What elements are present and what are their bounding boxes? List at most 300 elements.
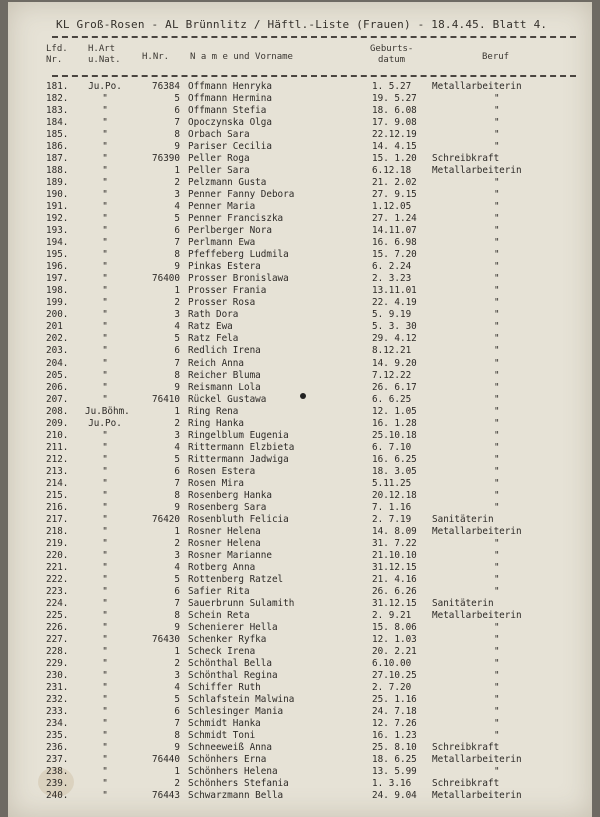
prisoner-name: Prosser Rosa: [188, 297, 256, 309]
col-header-name: N a m e und Vorname: [190, 52, 293, 62]
birth-date: 22. 4.19: [372, 297, 417, 309]
prisoner-category: ": [102, 225, 108, 237]
table-row: [8, 455, 592, 465]
prisoner-category: ": [102, 561, 108, 573]
prisoner-name: Ringelblum Eugenia: [188, 429, 289, 441]
occupation: ": [494, 706, 500, 717]
birth-date: 12. 1.05: [372, 405, 417, 417]
prisoner-number: 5: [174, 694, 180, 705]
table-row: [8, 779, 592, 789]
row-number: 230.: [46, 670, 69, 681]
prisoner-number: 8: [174, 369, 180, 381]
occupation: ": [494, 237, 500, 249]
occupation: ": [494, 213, 500, 225]
table-row: [8, 166, 592, 176]
occupation: ": [494, 633, 500, 645]
prisoner-name: Schneeweiß Anna: [188, 742, 272, 754]
prisoner-category: ": [102, 105, 108, 116]
row-number: 182.: [46, 93, 69, 104]
birth-date: 14. 4.15: [372, 141, 417, 153]
table-row: [8, 683, 592, 693]
prisoner-category: ": [102, 297, 108, 309]
prisoner-name: Schönthal Bella: [188, 658, 272, 669]
table-row: [8, 539, 592, 549]
prisoner-name: Offmann Henryka: [188, 81, 272, 92]
prisoner-number: 5: [174, 213, 180, 225]
birth-date: 27. 9.15: [372, 189, 417, 201]
row-number: 220.: [46, 549, 69, 561]
birth-date: 13. 5.99: [372, 766, 417, 778]
table-row: [8, 611, 592, 621]
prisoner-name: Ring Rena: [188, 405, 239, 417]
occupation: ": [494, 117, 500, 129]
birth-date: 14.11.07: [372, 225, 417, 237]
birth-date: 25. 1.16: [372, 694, 417, 705]
document-sheet: [8, 2, 592, 817]
row-number: 185.: [46, 129, 69, 141]
prisoner-category: ": [102, 778, 108, 790]
occupation: ": [494, 273, 500, 285]
prisoner-number: 76430: [152, 633, 180, 645]
row-number: 223.: [46, 585, 69, 597]
prisoner-name: Rosner Marianne: [188, 549, 272, 561]
occupation: ": [494, 561, 500, 573]
col-header-nr: Lfd. Nr.: [46, 44, 68, 65]
prisoner-name: Schenierer Hella: [188, 621, 278, 633]
birth-date: 22.12.19: [372, 129, 417, 141]
prisoner-name: Schlesinger Mania: [188, 706, 284, 717]
row-number: 239.: [46, 778, 69, 790]
occupation: ": [494, 766, 500, 778]
prisoner-number: 8: [174, 730, 180, 742]
prisoner-name: Rosen Estera: [188, 465, 256, 477]
occupation: ": [494, 730, 500, 742]
prisoner-category: ": [102, 790, 108, 802]
birth-date: 2. 7.20: [372, 682, 412, 693]
occupation: ": [494, 585, 500, 597]
prisoner-number: 9: [174, 621, 180, 633]
prisoner-name: Penner Maria: [188, 201, 256, 213]
birth-date: 1. 3.16: [372, 778, 412, 790]
prisoner-category: ": [102, 694, 108, 705]
row-number: 195.: [46, 249, 69, 261]
prisoner-number: 1: [174, 405, 180, 417]
prisoner-number: 3: [174, 309, 180, 321]
birth-date: 6.10.00: [372, 658, 412, 669]
birth-date: 5.11.25: [372, 477, 412, 489]
prisoner-category: ": [102, 453, 108, 465]
row-number: 201: [46, 321, 63, 333]
occupation: ": [494, 465, 500, 477]
prisoner-name: Pariser Cecilia: [188, 141, 272, 153]
birth-date: 6. 7.10: [372, 441, 412, 453]
prisoner-number: 5: [174, 93, 180, 104]
header-underline: [52, 75, 576, 77]
prisoner-category: ": [102, 165, 108, 177]
row-number: 229.: [46, 658, 69, 669]
prisoner-name: Rath Dora: [188, 309, 239, 321]
row-number: 238.: [46, 766, 69, 778]
prisoner-name: Peller Roga: [188, 153, 250, 165]
row-number: 191.: [46, 201, 69, 213]
prisoner-number: 7: [174, 718, 180, 730]
table-row: [8, 298, 592, 308]
prisoner-category: ": [102, 706, 108, 717]
occupation: Sanitäterin: [432, 513, 494, 525]
occupation: ": [494, 573, 500, 585]
row-number: 232.: [46, 694, 69, 705]
row-number: 208.: [46, 405, 69, 417]
row-number: 187.: [46, 153, 69, 165]
birth-date: 31.12.15: [372, 597, 417, 609]
birth-date: 19. 5.27: [372, 93, 417, 104]
table-row: [8, 503, 592, 513]
birth-date: 25. 8.10: [372, 742, 417, 754]
prisoner-category: ": [102, 465, 108, 477]
prisoner-category: ": [102, 141, 108, 153]
prisoner-name: Scheck Irena: [188, 645, 256, 657]
birth-date: 21. 2.02: [372, 177, 417, 189]
occupation: ": [494, 225, 500, 237]
prisoner-number: 4: [174, 321, 180, 333]
occupation: ": [494, 405, 500, 417]
row-number: 231.: [46, 682, 69, 693]
table-row: [8, 575, 592, 585]
prisoner-number: 7: [174, 117, 180, 129]
row-number: 194.: [46, 237, 69, 249]
birth-date: 6. 6.25: [372, 393, 412, 405]
prisoner-number: 76440: [152, 754, 180, 766]
row-number: 189.: [46, 177, 69, 189]
row-number: 188.: [46, 165, 69, 177]
prisoner-category: ": [102, 633, 108, 645]
prisoner-name: Rotberg Anna: [188, 561, 256, 573]
table-row: [8, 743, 592, 753]
birth-date: 13.11.01: [372, 285, 417, 297]
occupation: Metallarbeiterin: [432, 165, 522, 177]
prisoner-name: Schlafstein Malwina: [188, 694, 295, 705]
prisoner-name: Ring Hanka: [188, 417, 244, 429]
row-number: 207.: [46, 393, 69, 405]
prisoner-number: 76443: [152, 790, 180, 802]
table-row: [8, 214, 592, 224]
prisoner-category: ": [102, 718, 108, 730]
birth-date: 17. 9.08: [372, 117, 417, 129]
prisoner-name: Reismann Lola: [188, 381, 261, 393]
prisoner-category: ": [102, 189, 108, 201]
table-row: [8, 142, 592, 152]
table-row: [8, 395, 592, 405]
prisoner-number: 4: [174, 441, 180, 453]
prisoner-category: ": [102, 333, 108, 345]
occupation: ": [494, 682, 500, 693]
occupation: ": [494, 141, 500, 153]
prisoner-category: ": [102, 621, 108, 633]
prisoner-number: 6: [174, 225, 180, 237]
row-number: 197.: [46, 273, 69, 285]
birth-date: 31.12.15: [372, 561, 417, 573]
prisoner-category: ": [102, 730, 108, 742]
row-number: 183.: [46, 105, 69, 116]
table-row: [8, 671, 592, 681]
table-row: [8, 190, 592, 200]
prisoner-name: Schönhers Stefania: [188, 778, 289, 790]
birth-date: 27.10.25: [372, 670, 417, 681]
table-row: [8, 130, 592, 140]
prisoner-number: 6: [174, 585, 180, 597]
table-row: [8, 695, 592, 705]
prisoner-name: Rückel Gustawa: [188, 393, 267, 405]
prisoner-name: Schmidt Toni: [188, 730, 256, 742]
occupation: ": [494, 537, 500, 549]
table-row: [8, 359, 592, 369]
table-row: [8, 731, 592, 741]
prisoner-name: Schönthal Regina: [188, 670, 278, 681]
birth-date: 1. 5.27: [372, 81, 412, 92]
occupation: ": [494, 261, 500, 273]
birth-date: 21.10.10: [372, 549, 417, 561]
occupation: ": [494, 381, 500, 393]
birth-date: 20. 2.21: [372, 645, 417, 657]
prisoner-category: Ju.Böhm.: [85, 405, 130, 417]
prisoner-number: 4: [174, 682, 180, 693]
prisoner-number: 76410: [152, 393, 180, 405]
prisoner-name: Schein Reta: [188, 609, 250, 621]
birth-date: 16. 1.23: [372, 730, 417, 742]
birth-date: 20.12.18: [372, 489, 417, 501]
prisoner-number: 7: [174, 357, 180, 369]
row-number: 237.: [46, 754, 69, 766]
prisoner-number: 3: [174, 549, 180, 561]
row-number: 228.: [46, 645, 69, 657]
birth-date: 2. 9.21: [372, 609, 412, 621]
table-row: [8, 334, 592, 344]
prisoner-number: 3: [174, 670, 180, 681]
prisoner-category: ": [102, 369, 108, 381]
occupation: ": [494, 93, 500, 104]
table-row: [8, 202, 592, 212]
table-row: [8, 346, 592, 356]
prisoner-number: 3: [174, 429, 180, 441]
prisoner-category: Ju.Po.: [88, 417, 122, 429]
row-number: 224.: [46, 597, 69, 609]
prisoner-category: ": [102, 766, 108, 778]
prisoner-number: 76420: [152, 513, 180, 525]
occupation: ": [494, 129, 500, 141]
occupation: ": [494, 369, 500, 381]
occupation: ": [494, 694, 500, 705]
prisoner-number: 3: [174, 189, 180, 201]
prisoner-category: ": [102, 501, 108, 513]
occupation: ": [494, 201, 500, 213]
prisoner-number: 2: [174, 417, 180, 429]
birth-date: 6.12.18: [372, 165, 412, 177]
prisoner-category: ": [102, 357, 108, 369]
table-row: [8, 226, 592, 236]
prisoner-category: ": [102, 477, 108, 489]
prisoner-name: Schmidt Hanka: [188, 718, 261, 730]
prisoner-number: 7: [174, 477, 180, 489]
prisoner-number: 9: [174, 141, 180, 153]
title-underline: [52, 36, 576, 38]
row-number: 200.: [46, 309, 69, 321]
occupation: ": [494, 417, 500, 429]
row-number: 222.: [46, 573, 69, 585]
birth-date: 15. 7.20: [372, 249, 417, 261]
prisoner-category: ": [102, 513, 108, 525]
prisoner-category: ": [102, 670, 108, 681]
birth-date: 12. 7.26: [372, 718, 417, 730]
prisoner-category: ": [102, 537, 108, 549]
table-row: [8, 178, 592, 188]
row-number: 206.: [46, 381, 69, 393]
row-number: 225.: [46, 609, 69, 621]
prisoner-category: ": [102, 153, 108, 165]
birth-date: 21. 4.16: [372, 573, 417, 585]
prisoner-number: 5: [174, 573, 180, 585]
col-header-hnr: H.Nr.: [142, 52, 170, 62]
table-row: [8, 419, 592, 429]
prisoner-category: ": [102, 573, 108, 585]
table-row: [8, 310, 592, 320]
prisoner-category: Ju.Po.: [88, 81, 122, 92]
prisoner-number: 6: [174, 465, 180, 477]
prisoner-number: 9: [174, 742, 180, 754]
prisoner-number: 9: [174, 501, 180, 513]
occupation: Metallarbeiterin: [432, 81, 522, 92]
table-row: [8, 767, 592, 777]
occupation: Metallarbeiterin: [432, 754, 522, 766]
birth-date: 25.10.18: [372, 429, 417, 441]
row-number: 219.: [46, 537, 69, 549]
prisoner-number: 1: [174, 645, 180, 657]
occupation: Schreibkraft: [432, 153, 500, 165]
occupation: Metallarbeiterin: [432, 790, 522, 802]
prisoner-name: Prosser Bronislawa: [188, 273, 289, 285]
birth-date: 16. 1.28: [372, 417, 417, 429]
occupation: ": [494, 177, 500, 189]
prisoner-number: 4: [174, 201, 180, 213]
occupation: Sanitäterin: [432, 597, 494, 609]
prisoner-name: Rosner Helena: [188, 525, 261, 537]
row-number: 190.: [46, 189, 69, 201]
prisoner-number: 5: [174, 453, 180, 465]
prisoner-number: 2: [174, 537, 180, 549]
prisoner-number: 1: [174, 165, 180, 177]
occupation: ": [494, 285, 500, 297]
row-number: 186.: [46, 141, 69, 153]
table-row: [8, 659, 592, 669]
table-row: [8, 635, 592, 645]
row-number: 209.: [46, 417, 69, 429]
prisoner-name: Opoczynska Olga: [188, 117, 272, 129]
occupation: ": [494, 645, 500, 657]
occupation: Metallarbeiterin: [432, 525, 522, 537]
prisoner-category: ": [102, 585, 108, 597]
row-number: 210.: [46, 429, 69, 441]
table-row: [8, 431, 592, 441]
table-row: [8, 94, 592, 104]
prisoner-name: Penner Franciszka: [188, 213, 284, 225]
table-row: [8, 238, 592, 248]
birth-date: 29. 4.12: [372, 333, 417, 345]
table-row: [8, 286, 592, 296]
prisoner-name: Rosner Helena: [188, 537, 261, 549]
prisoner-number: 1: [174, 766, 180, 778]
occupation: ": [494, 357, 500, 369]
row-number: 204.: [46, 357, 69, 369]
table-row: [8, 82, 592, 92]
prisoner-number: 7: [174, 237, 180, 249]
birth-date: 5. 9.19: [372, 309, 412, 321]
row-number: 233.: [46, 706, 69, 717]
birth-date: 7.12.22: [372, 369, 412, 381]
occupation: ": [494, 489, 500, 501]
prisoner-category: ": [102, 597, 108, 609]
prisoner-number: 76390: [152, 153, 180, 165]
occupation: ": [494, 345, 500, 357]
prisoner-name: Rittermann Elzbieta: [188, 441, 295, 453]
occupation: ": [494, 658, 500, 669]
birth-date: 24. 7.18: [372, 706, 417, 717]
row-number: 205.: [46, 369, 69, 381]
prisoner-category: ": [102, 742, 108, 754]
prisoner-name: Rosenbluth Felicia: [188, 513, 289, 525]
row-number: 213.: [46, 465, 69, 477]
row-number: 227.: [46, 633, 69, 645]
occupation: ": [494, 189, 500, 201]
occupation: Metallarbeiterin: [432, 609, 522, 621]
prisoner-name: Orbach Sara: [188, 129, 250, 141]
row-number: 198.: [46, 285, 69, 297]
prisoner-name: Rosen Mira: [188, 477, 244, 489]
birth-date: 18. 6.25: [372, 754, 417, 766]
table-row: [8, 551, 592, 561]
table-row: [8, 443, 592, 453]
prisoner-category: ": [102, 309, 108, 321]
table-row: [8, 587, 592, 597]
prisoner-name: Rosenberg Hanka: [188, 489, 272, 501]
birth-date: 6. 2.24: [372, 261, 412, 273]
prisoner-number: 2: [174, 297, 180, 309]
table-row: [8, 467, 592, 477]
occupation: ": [494, 670, 500, 681]
table-row: [8, 250, 592, 260]
row-number: 199.: [46, 297, 69, 309]
col-header-beruf: Beruf: [482, 52, 510, 62]
prisoner-number: 9: [174, 261, 180, 273]
prisoner-category: ": [102, 201, 108, 213]
prisoner-number: 8: [174, 489, 180, 501]
prisoner-name: Reich Anna: [188, 357, 244, 369]
prisoner-category: ": [102, 525, 108, 537]
prisoner-category: ": [102, 177, 108, 189]
prisoner-name: Ratz Ewa: [188, 321, 233, 333]
birth-date: 1.12.05: [372, 201, 412, 213]
table-row: [8, 719, 592, 729]
row-number: 193.: [46, 225, 69, 237]
row-number: 203.: [46, 345, 69, 357]
birth-date: 8.12.21: [372, 345, 412, 357]
prisoner-category: ": [102, 549, 108, 561]
row-number: 234.: [46, 718, 69, 730]
occupation: ": [494, 477, 500, 489]
table-row: [8, 599, 592, 609]
prisoner-number: 2: [174, 778, 180, 790]
prisoner-category: ": [102, 381, 108, 393]
occupation: ": [494, 333, 500, 345]
table-row: [8, 407, 592, 417]
